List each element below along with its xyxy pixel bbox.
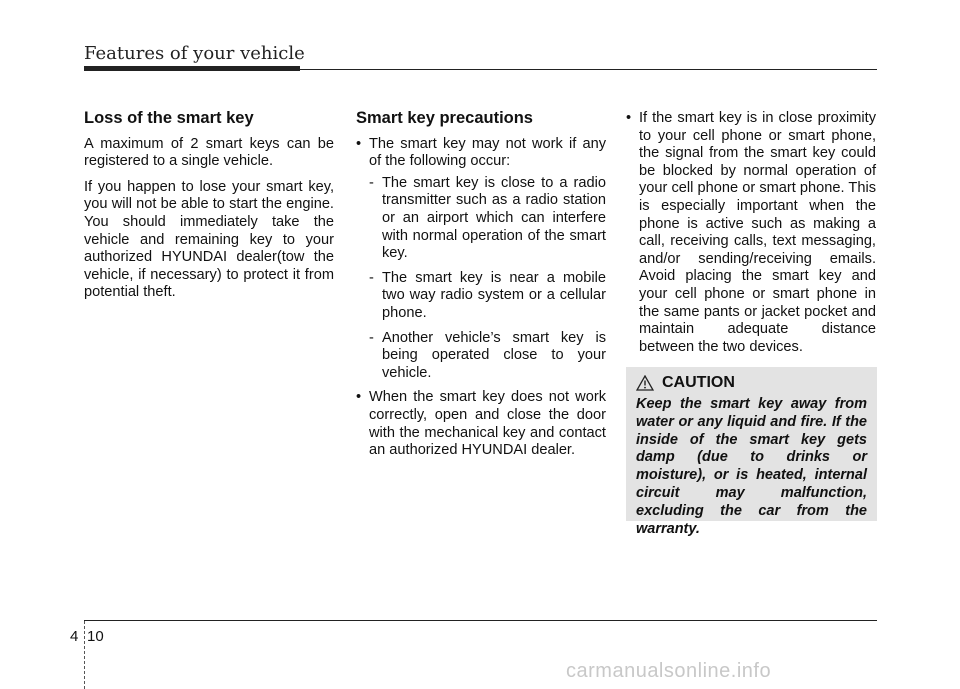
bullet-item — [356, 136, 606, 171]
bullet-text: The smart key may not work if any of the following occur: — [369, 135, 606, 170]
section-heading-loss: Loss of the smart key — [84, 109, 254, 127]
sub-item — [356, 175, 606, 263]
dash-icon: - — [369, 269, 374, 286]
bullet-item — [626, 110, 876, 356]
sub-item — [356, 270, 606, 323]
caution-title: CAUTION — [662, 374, 735, 391]
column-loss-of-smart-key — [84, 110, 334, 310]
dash-icon: - — [369, 174, 374, 191]
bullet-dot-icon: • — [626, 110, 632, 126]
bullet-dot-icon: • — [356, 389, 362, 406]
footer-rule — [84, 620, 877, 621]
section-heading-precautions: Smart key precautions — [356, 109, 533, 127]
sub-item-text: The smart key is near a mobile two way radio system or a cellular phone. — [382, 269, 606, 321]
caution-header — [636, 374, 867, 392]
section-number: 4 — [70, 628, 79, 645]
footer-divider — [84, 621, 86, 689]
column-cell-phone-note — [626, 110, 876, 360]
bullet-item — [356, 389, 606, 459]
bullet-dot-icon: • — [356, 135, 362, 152]
paragraph: A maximum of 2 smart keys can be registered to a single vehicle. — [84, 135, 334, 170]
dash-icon: - — [369, 329, 374, 346]
sub-item-text: The smart key is close to a radio transmitter such as a radio station or an airport which can interfere with normal operation of the smart key. — [382, 174, 606, 262]
page-header-title: Features of your vehicle — [84, 43, 305, 64]
caution-box — [626, 367, 877, 537]
watermark: carmanualsonline.info — [566, 660, 772, 682]
sub-item-text: Another vehicle’s smart key is being operated close to your vehicle. — [382, 329, 606, 381]
caution-text: Keep the smart key away from water or any liquid and fire. If the inside of the smart key gets damp (due to drinks or moisture), or is heated, internal circuit may malfunction, excluding the car from the warranty. — [636, 396, 867, 537]
bullet-text: When the smart key does not work correctly, open and close the door with the mechanical key and contact an authorized HYUNDAI dealer. — [369, 389, 606, 459]
sub-item — [356, 330, 606, 383]
warning-triangle-icon — [636, 375, 654, 391]
bullet-text: If the smart key is in close proximity to your cell phone or smart phone, the signal from the smart key could be blocked by normal operation of your cell phone or smart phone. This is especially important when the phone is active such as making a call, receiving calls, text messaging, and/or sending/receiving emails. Avoid placing the smart key and your cell phone or smart phone in the same pants or jacket pocket and maintain adequate distance between the two devices. — [639, 110, 876, 355]
column-smart-key-precautions — [356, 110, 606, 464]
page-number: 10 — [87, 628, 104, 645]
header-rule — [84, 69, 877, 70]
paragraph: If you happen to lose your smart key, you will not be able to start the engine. You should immediately take the vehicle and remaining key to your authorized HYUNDAI dealer(tow the vehicle, if necessary) to protect it from potential theft. — [84, 178, 334, 301]
